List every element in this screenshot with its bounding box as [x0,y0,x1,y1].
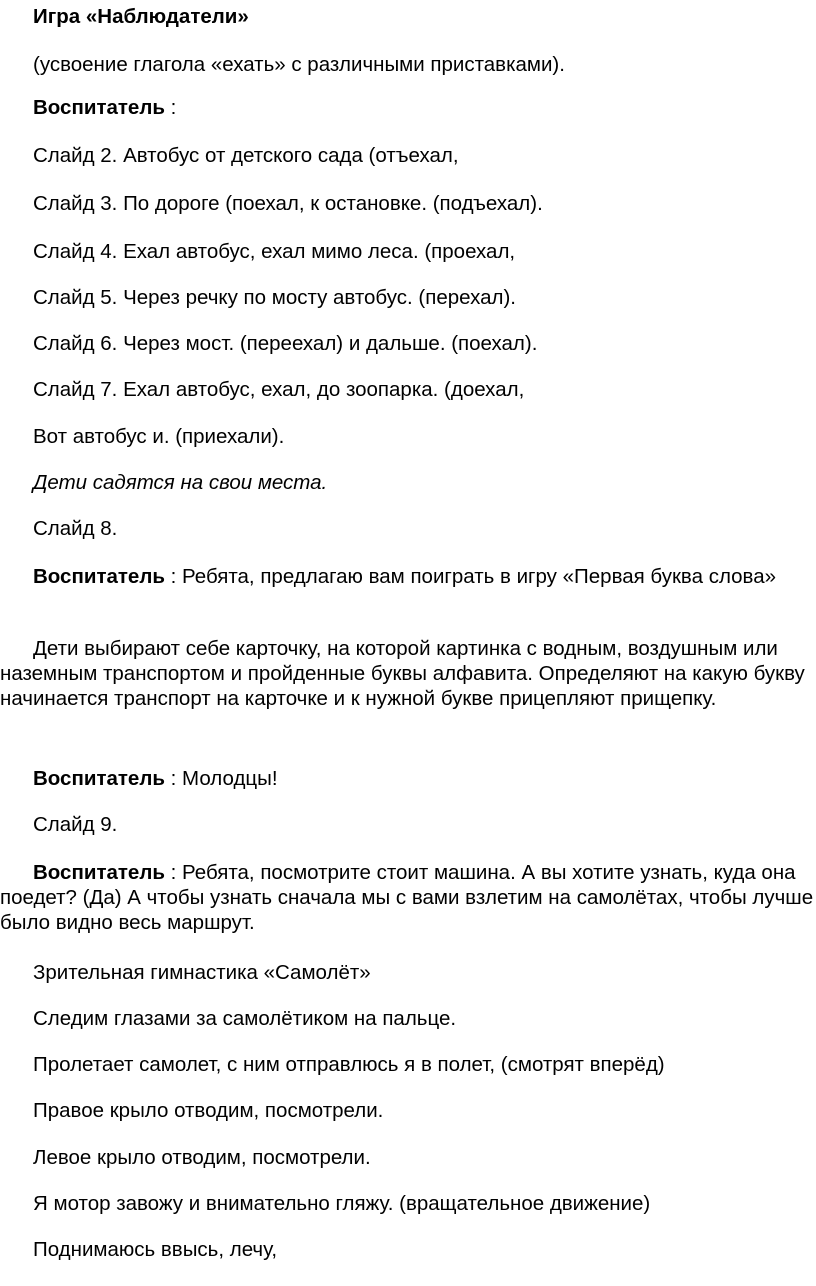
slide-line: Вот автобус и. (приехали). [33,425,285,448]
slide-8-label: Слайд 8. [33,517,118,540]
teacher-speech-2 [0,766,814,791]
gymnastics-line: Зрительная гимнастика «Самолёт» [33,961,371,984]
gymnastics-line: Поднимаюсь ввысь, лечу, [33,1238,278,1261]
teacher-heading [0,95,814,120]
slide-line: Слайд 7. Ехал автобус, ехал, до зоопарка. (доехал, [33,378,525,401]
slide-line: Слайд 5. Через речку по мосту автобус. (перехал). [33,286,516,309]
children-sit-note: Дети садятся на свои места. [33,471,328,494]
teacher-speech-3 [0,860,814,935]
gymnastics-line: Следим глазами за самолётиком на пальце. [33,1007,457,1030]
teacher-text: : Ребята, посмотрите стоит машина. А вы хотите узнать, куда она поедет? (Да) А чтобы узнать сначала мы с вами взлетим на самолётах, чтобы лучше было видно весь маршрут. [0,861,814,934]
gymnastics-line: Пролетает самолет, с ним отправлюсь я в полет, (смотрят вперёд) [33,1053,665,1076]
game-title: Игра «Наблюдатели» [33,5,249,28]
slide-line: Слайд 2. Автобус от детского сада (отъехал, [33,144,459,167]
children-choose-paragraph: Дети выбирают себе карточку, на которой картинка с водным, воздушным или наземным транспортом и пройденные буквы алфавита. Определяют на какую букву начинается транспорт на карточке и к нужной букве прицепляют прищепку. [0,637,805,710]
slide-line: Слайд 6. Через мост. (переехал) и дальше. (поехал). [33,332,538,355]
teacher-label: Воспитатель [33,565,165,588]
game-subtitle: (усвоение глагола «ехать» с различными приставками). [33,53,565,76]
teacher-label: Воспитатель [33,767,165,790]
teacher-speech-1 [0,564,814,589]
slide-9-label: Слайд 9. [33,813,118,836]
slide-line: Слайд 4. Ехал автобус, ехал мимо леса. (проехал, [33,240,516,263]
teacher-text: : Ребята, предлагаю вам поиграть в игру «Первая буква слова» [164,565,776,588]
teacher-label: Воспитатель [33,96,165,119]
teacher-label: Воспитатель [33,861,165,884]
gymnastics-line: Левое крыло отводим, посмотрели. [33,1146,371,1169]
gymnastics-line: Я мотор завожу и внимательно гляжу. (вращательное движение) [33,1192,651,1215]
teacher-text: : Молодцы! [164,767,278,790]
teacher-colon: : [164,96,177,119]
slide-line: Слайд 3. По дороге (поехал, к остановке. (подъехал). [33,192,543,215]
gymnastics-line: Правое крыло отводим, посмотрели. [33,1099,384,1122]
